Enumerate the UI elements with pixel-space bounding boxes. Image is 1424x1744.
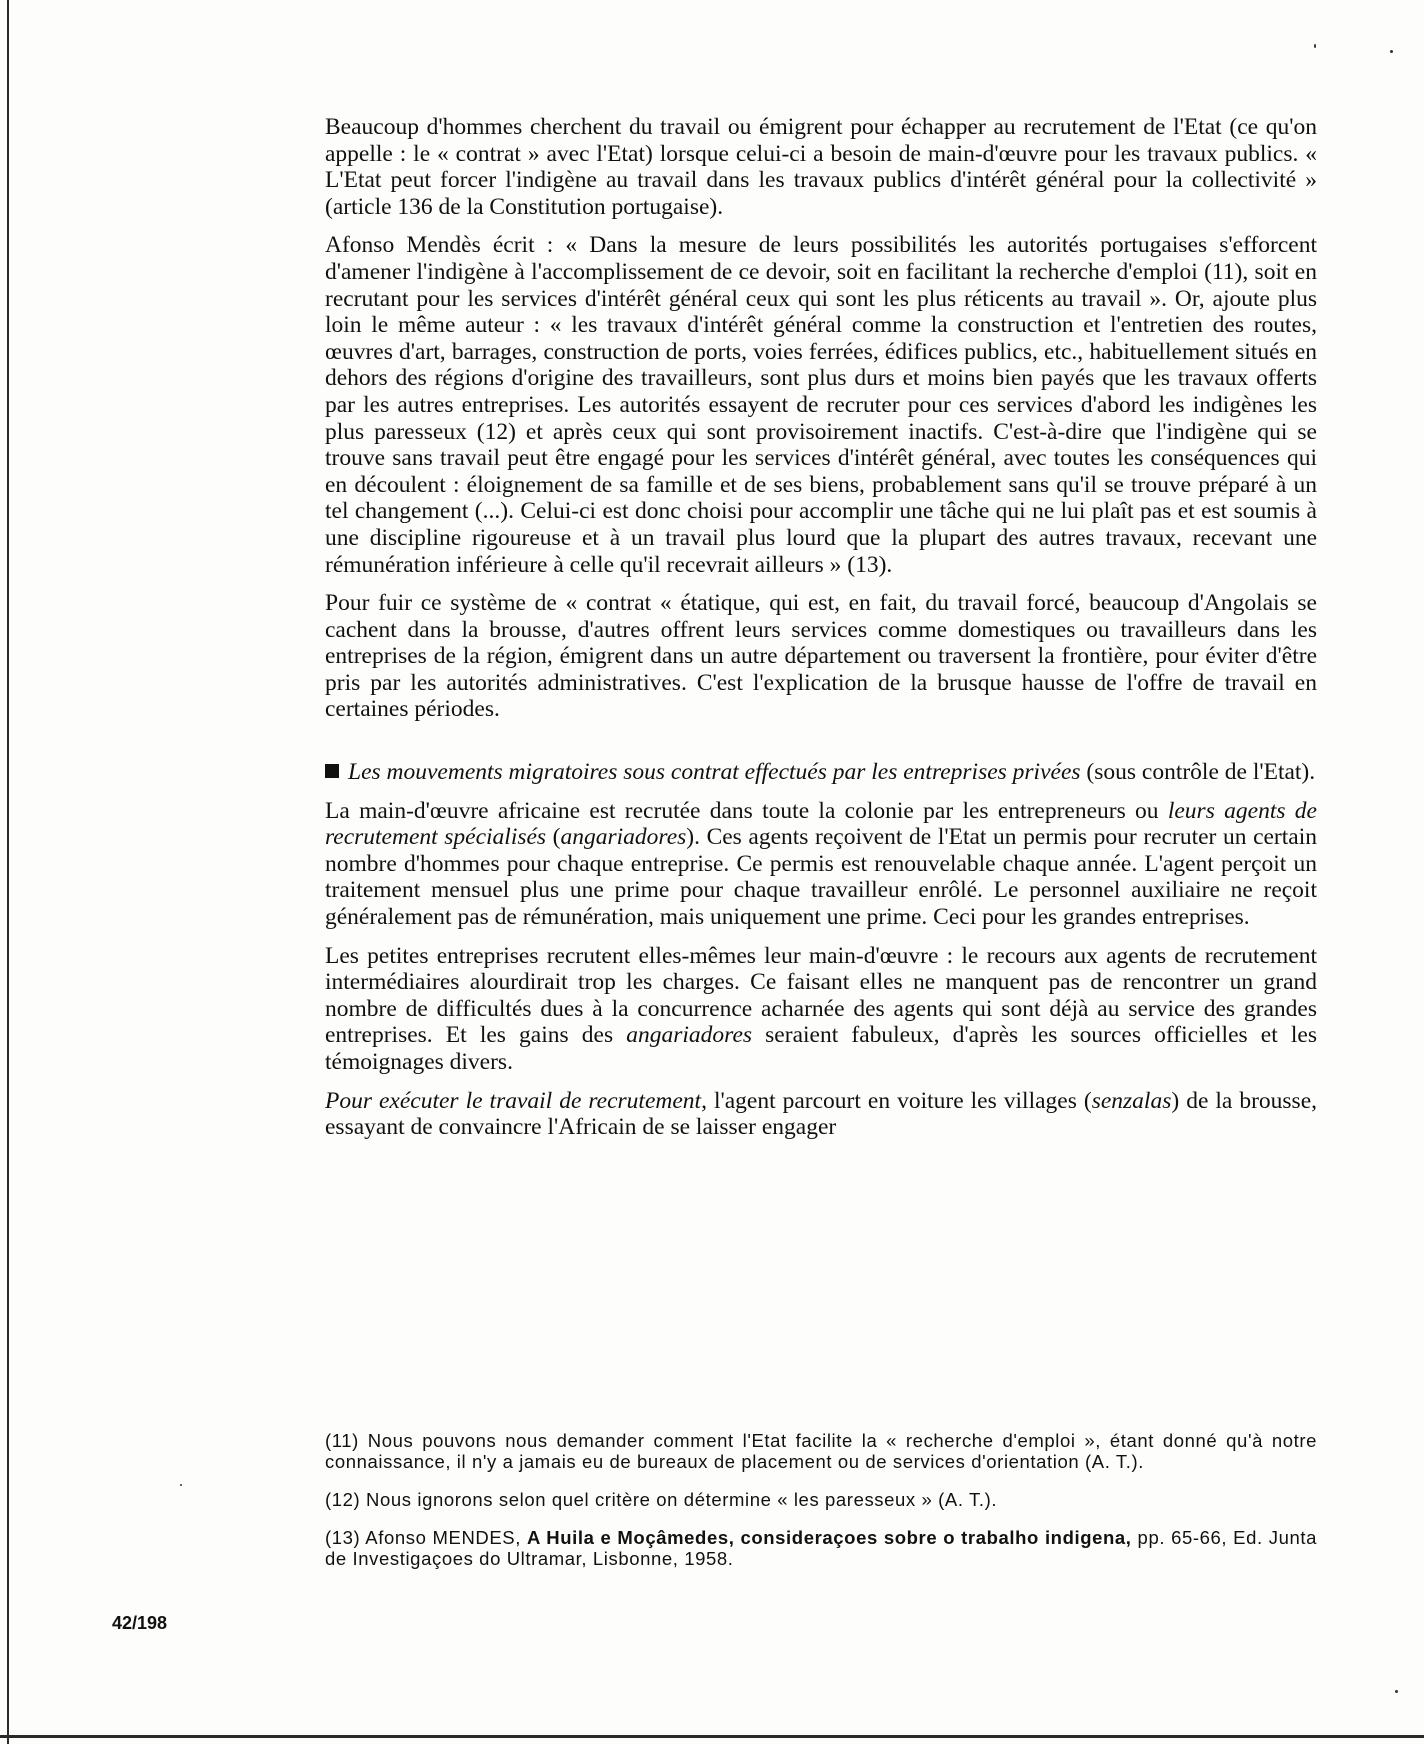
scan-speck bbox=[1314, 44, 1316, 48]
main-text bbox=[325, 114, 1317, 1153]
scan-speck bbox=[180, 1484, 182, 1486]
paragraph: Afonso Mendès écrit : « Dans la mesure de leurs possibilités les autorités portugaises s'efforcent d'amener l'indigène à l'accomplissement de ce devoir, soit en facilitant la recherche d'emploi (11), soit en recrutant pour les services d'intérêt général ceux qui sont les plus réticents au travail ». Or, ajoute plus loin le même auteur : « les travaux d'intérêt général comme la construction et l'entretien des routes, œuvres d'art, barrages, construction de ports, voies ferrées, édifices publics, etc., habituellement situés en dehors des régions d'origine des travailleurs, sont plus durs et moins bien payés que les travaux offerts par les autres entreprises. Les autorités essayent de recruter pour ces services d'abord les indigènes les plus paresseux (12) et après ceux qui sont provisoirement inactifs. C'est-à-dire que l'indigène qui se trouve sans travail peut être engagé pour les services d'intérêt général, avec toutes les conséquences qui en découlent : éloignement de sa famille et de ses biens, probablement sans qu'il se trouve préparé à un tel changement (...). Celui-ci est donc choisi pour accomplir une tâche qui ne lui plaît pas et est soumis à une discipline rigoureuse et à un travail plus lourd que la plupart des autres travaux, recevant une rémunération inférieure à celle qu'il recevrait ailleurs » (13). bbox=[325, 232, 1317, 578]
footnotes bbox=[325, 1430, 1317, 1586]
section-heading bbox=[325, 759, 1317, 786]
footnote-12: (12) Nous ignorons selon quel critère on détermine « les paresseux » (A. T.). bbox=[325, 1489, 998, 1510]
footnote-13: (13) Afonso MENDES, A Huila e Moçâmedes, consideraçoes sobre o trabalho indigena, pp. 65-66, Ed. Junta de Investigaçoes do Ultramar, Lisbonne, 1958. bbox=[325, 1527, 1317, 1569]
scan-speck bbox=[1395, 1690, 1398, 1693]
page-number: 42/198 bbox=[112, 1613, 168, 1633]
paragraph: La main-d'œuvre africaine est recrutée dans toute la colonie par les entrepreneurs ou leurs agents de recrutement spécialisés (angariadores). Ces agents reçoivent de l'Etat un permis pour recruter un certain nombre d'hommes pour chaque entreprise. Ce permis est renouvelable chaque année. L'agent perçoit un traitement mensuel plus une prime pour chaque travailleur enrôlé. Le personnel auxiliaire ne reçoit généralement pas de rémunération, mais uniquement une prime. Ceci pour les grandes entreprises. bbox=[325, 797, 1317, 931]
page-left-edge bbox=[7, 0, 9, 1744]
paragraph: Pour exécuter le travail de recrutement, l'agent parcourt en voiture les villages (senzalas) de la brousse, essayant de convaincre l'Africain de se laisser engager bbox=[325, 1087, 1318, 1141]
section-heading-italic: Les mouvements migratoires sous contrat effectués par les entreprises privées bbox=[348, 759, 1081, 786]
scan-speck bbox=[1390, 50, 1393, 53]
square-bullet-icon bbox=[325, 764, 339, 778]
paragraph: Pour fuir ce système de « contrat « étatique, qui est, en fait, du travail forcé, beaucoup d'Angolais se cachent dans la brousse, d'autres offrent leurs services comme domestiques ou travailleurs dans les entreprises de la région, émigrent dans un autre département ou traversent la frontière, pour éviter d'être pris par les autorités administratives. C'est l'explication de la brusque hausse de l'offre de travail en certaines périodes. bbox=[325, 590, 1317, 723]
section-heading-rest: (sous contrôle de l'Etat). bbox=[1080, 759, 1316, 786]
paragraph: Beaucoup d'hommes cherchent du travail ou émigrent pour échapper au recrutement de l'Etat (ce qu'on appelle : le « contrat » avec l'Etat) lorsque celui-ci a besoin de main-d'œuvre pour les travaux publics. « L'Etat peut forcer l'indigène au travail dans les travaux publics d'intérêt général pour la collectivité » (article 136 de la Constitution portugaise). bbox=[325, 114, 1317, 220]
footnote-11: (11) Nous pouvons nous demander comment l'Etat facilite la « recherche d'emploi », étant donné qu'à notre connaissance, il n'y a jamais eu de bureaux de placement ou de services d'orientation (A. T.). bbox=[325, 1430, 1317, 1472]
paragraph: Les petites entreprises recrutent elles-mêmes leur main-d'œuvre : le recours aux agents de recrutement intermédiaires alourdirait trop les charges. Ce faisant elles ne manquent pas de rencontrer un grand nombre de difficultés dues à la concurrence acharnée des agents qui sont déjà au service des grandes entreprises. Et les gains des angariadores seraient fabuleux, d'après les sources officielles et les témoignages divers. bbox=[325, 942, 1317, 1075]
page-bottom-edge bbox=[0, 1735, 1424, 1738]
